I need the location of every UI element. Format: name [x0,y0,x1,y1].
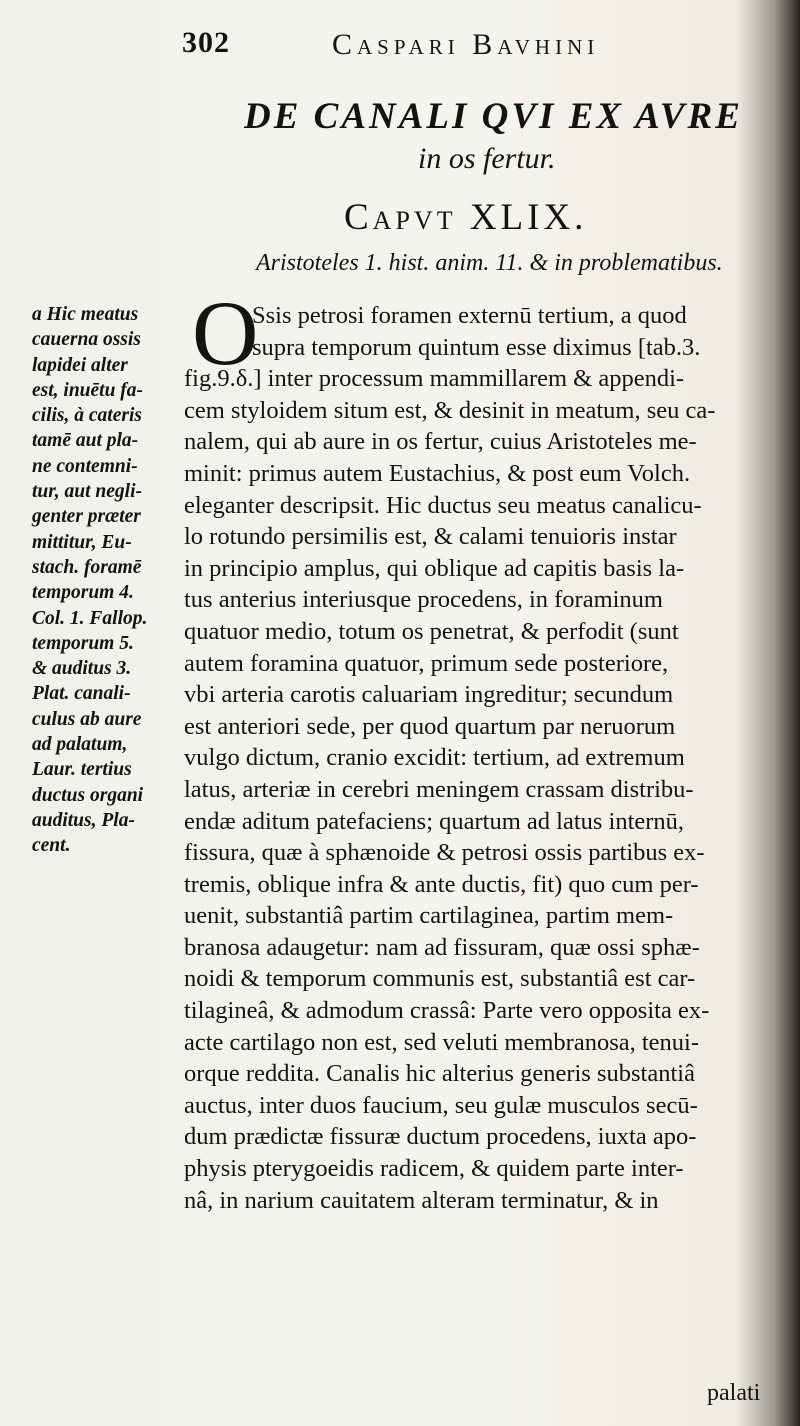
marginal-note-line: est, inuētu fa- [32,379,144,401]
body-line: minit: primus autem Eustachius, & post eum Volch. [184,459,691,487]
marginal-note-line: temporum 5. [32,632,134,654]
body-line: endæ aditum patefaciens; quartum ad latus internū, [184,807,685,835]
marginal-note-line: a Hic meatus [32,304,139,325]
body-line: cem styloidem situm est, & desinit in meatum, seu ca- [184,396,716,424]
body-line: fig.9.δ.] inter processum mammillarem & appendi- [184,365,685,393]
body-line: tremis, oblique infra & ante ductis, fit) quo cum per- [184,870,699,898]
marginal-note-line: tamē aut pla- [32,430,139,452]
marginal-note-line: Plat. canali- [32,683,131,705]
marginal-note-line: cent. [32,835,71,857]
marginal-note-line: cauerna ossis [32,329,141,351]
marginal-note-line: & auditus 3. [32,658,132,680]
body-line: est anteriori sede, per quod quartum par neruorum [184,712,676,740]
body-line: branosa adaugetur: nam ad fissuram, quæ ossi sphæ- [184,933,700,961]
body-line: autem foramina quatuor, primum sede posteriore, [184,649,669,677]
body-line: tilagineâ, & admodum crassâ: Parte vero opposita ex- [184,997,710,1025]
body-line: vbi arteria carotis caluariam ingreditur; secundum [184,681,674,709]
catchword: palati [707,1380,761,1406]
body-line: lo rotundo persimilis est, & calami tenuioris instar [184,523,677,551]
chapter-title: DE CANALI QVI EX AVRE [244,96,743,137]
body-line: orque reddita. Canalis hic alterius generis substantiâ [184,1060,695,1088]
marginal-note-line: genter præter [32,506,141,528]
body-line: latus, arteriæ in cerebri meningem crassam distribu- [184,775,694,803]
body-line: noidi & temporum communis est, substantiâ est car- [184,965,696,993]
marginal-note-line: temporum 4. [32,582,134,604]
marginal-note-line: ductus organi [32,784,144,806]
marginal-note-line: lapidei alter [32,354,128,376]
body-line: acte cartilago non est, sed veluti membranosa, tenui- [184,1028,700,1056]
marginal-note-line: ad palatum, [32,734,128,756]
body-line: supra temporum quintum esse diximus [tab.3. [252,333,701,361]
body-line: tus anterius interiusque procedens, in foraminum [184,586,663,614]
page-number: 302 [182,26,230,59]
body-line: nalem, qui ab aure in os fertur, cuius Aristoteles me- [184,428,697,456]
body-line: auctus, inter duos faucium, seu gulæ musculos secū- [184,1091,698,1119]
body-line: in principio amplus, qui oblique ad capitis basis la- [184,554,685,582]
body-line: uenit, substantiâ partim cartilaginea, partim mem- [184,902,674,930]
marginal-note-line: Laur. tertius [32,759,132,781]
body-line: nâ, in narium cauitatem alteram terminatur, & in [184,1186,659,1214]
body-text [184,300,780,1216]
body-line: fissura, quæ à sphænoide & petrosi ossis partibus ex- [184,839,705,867]
drop-cap: O [192,282,259,384]
body-line: vulgo dictum, cranio excidit: tertium, ad extremum [184,744,685,772]
marginal-note-line: auditus, Pla- [32,809,135,831]
marginal-note-line: culus ab aure [32,708,142,730]
body-line: eleganter descripsit. Hic ductus seu meatus canalicu- [184,491,702,519]
marginal-note-line: mittitur, Eu- [32,531,132,553]
marginal-note [32,302,182,859]
marginal-note-line: cilis, à cateris [32,405,142,427]
body-line: Ssis petrosi foramen externū tertium, a quod [252,302,687,329]
marginal-note-line: Col. 1. Fallop. [32,607,148,629]
chapter-number: Capvt XLIX. [344,197,588,238]
body-line: dum prædictæ fissuræ ductum procedens, iuxta apo- [184,1123,697,1151]
marginal-note-line: tur, aut negli- [32,481,142,503]
marginal-note-line: ne contemni- [32,455,138,477]
author-running-title: Caspari Bavhini [332,28,600,61]
chapter-subtitle: in os fertur. [418,142,556,175]
body-line: physis pterygoeidis radicem, & quidem parte inter- [184,1155,684,1183]
running-head [182,26,702,66]
source-reference: Aristoteles 1. hist. anim. 11. & in problematibus. [256,250,723,276]
body-line: quatuor medio, totum os penetrat, & perfodit (sunt [184,617,679,645]
marginal-note-line: stach. foramē [32,556,142,578]
